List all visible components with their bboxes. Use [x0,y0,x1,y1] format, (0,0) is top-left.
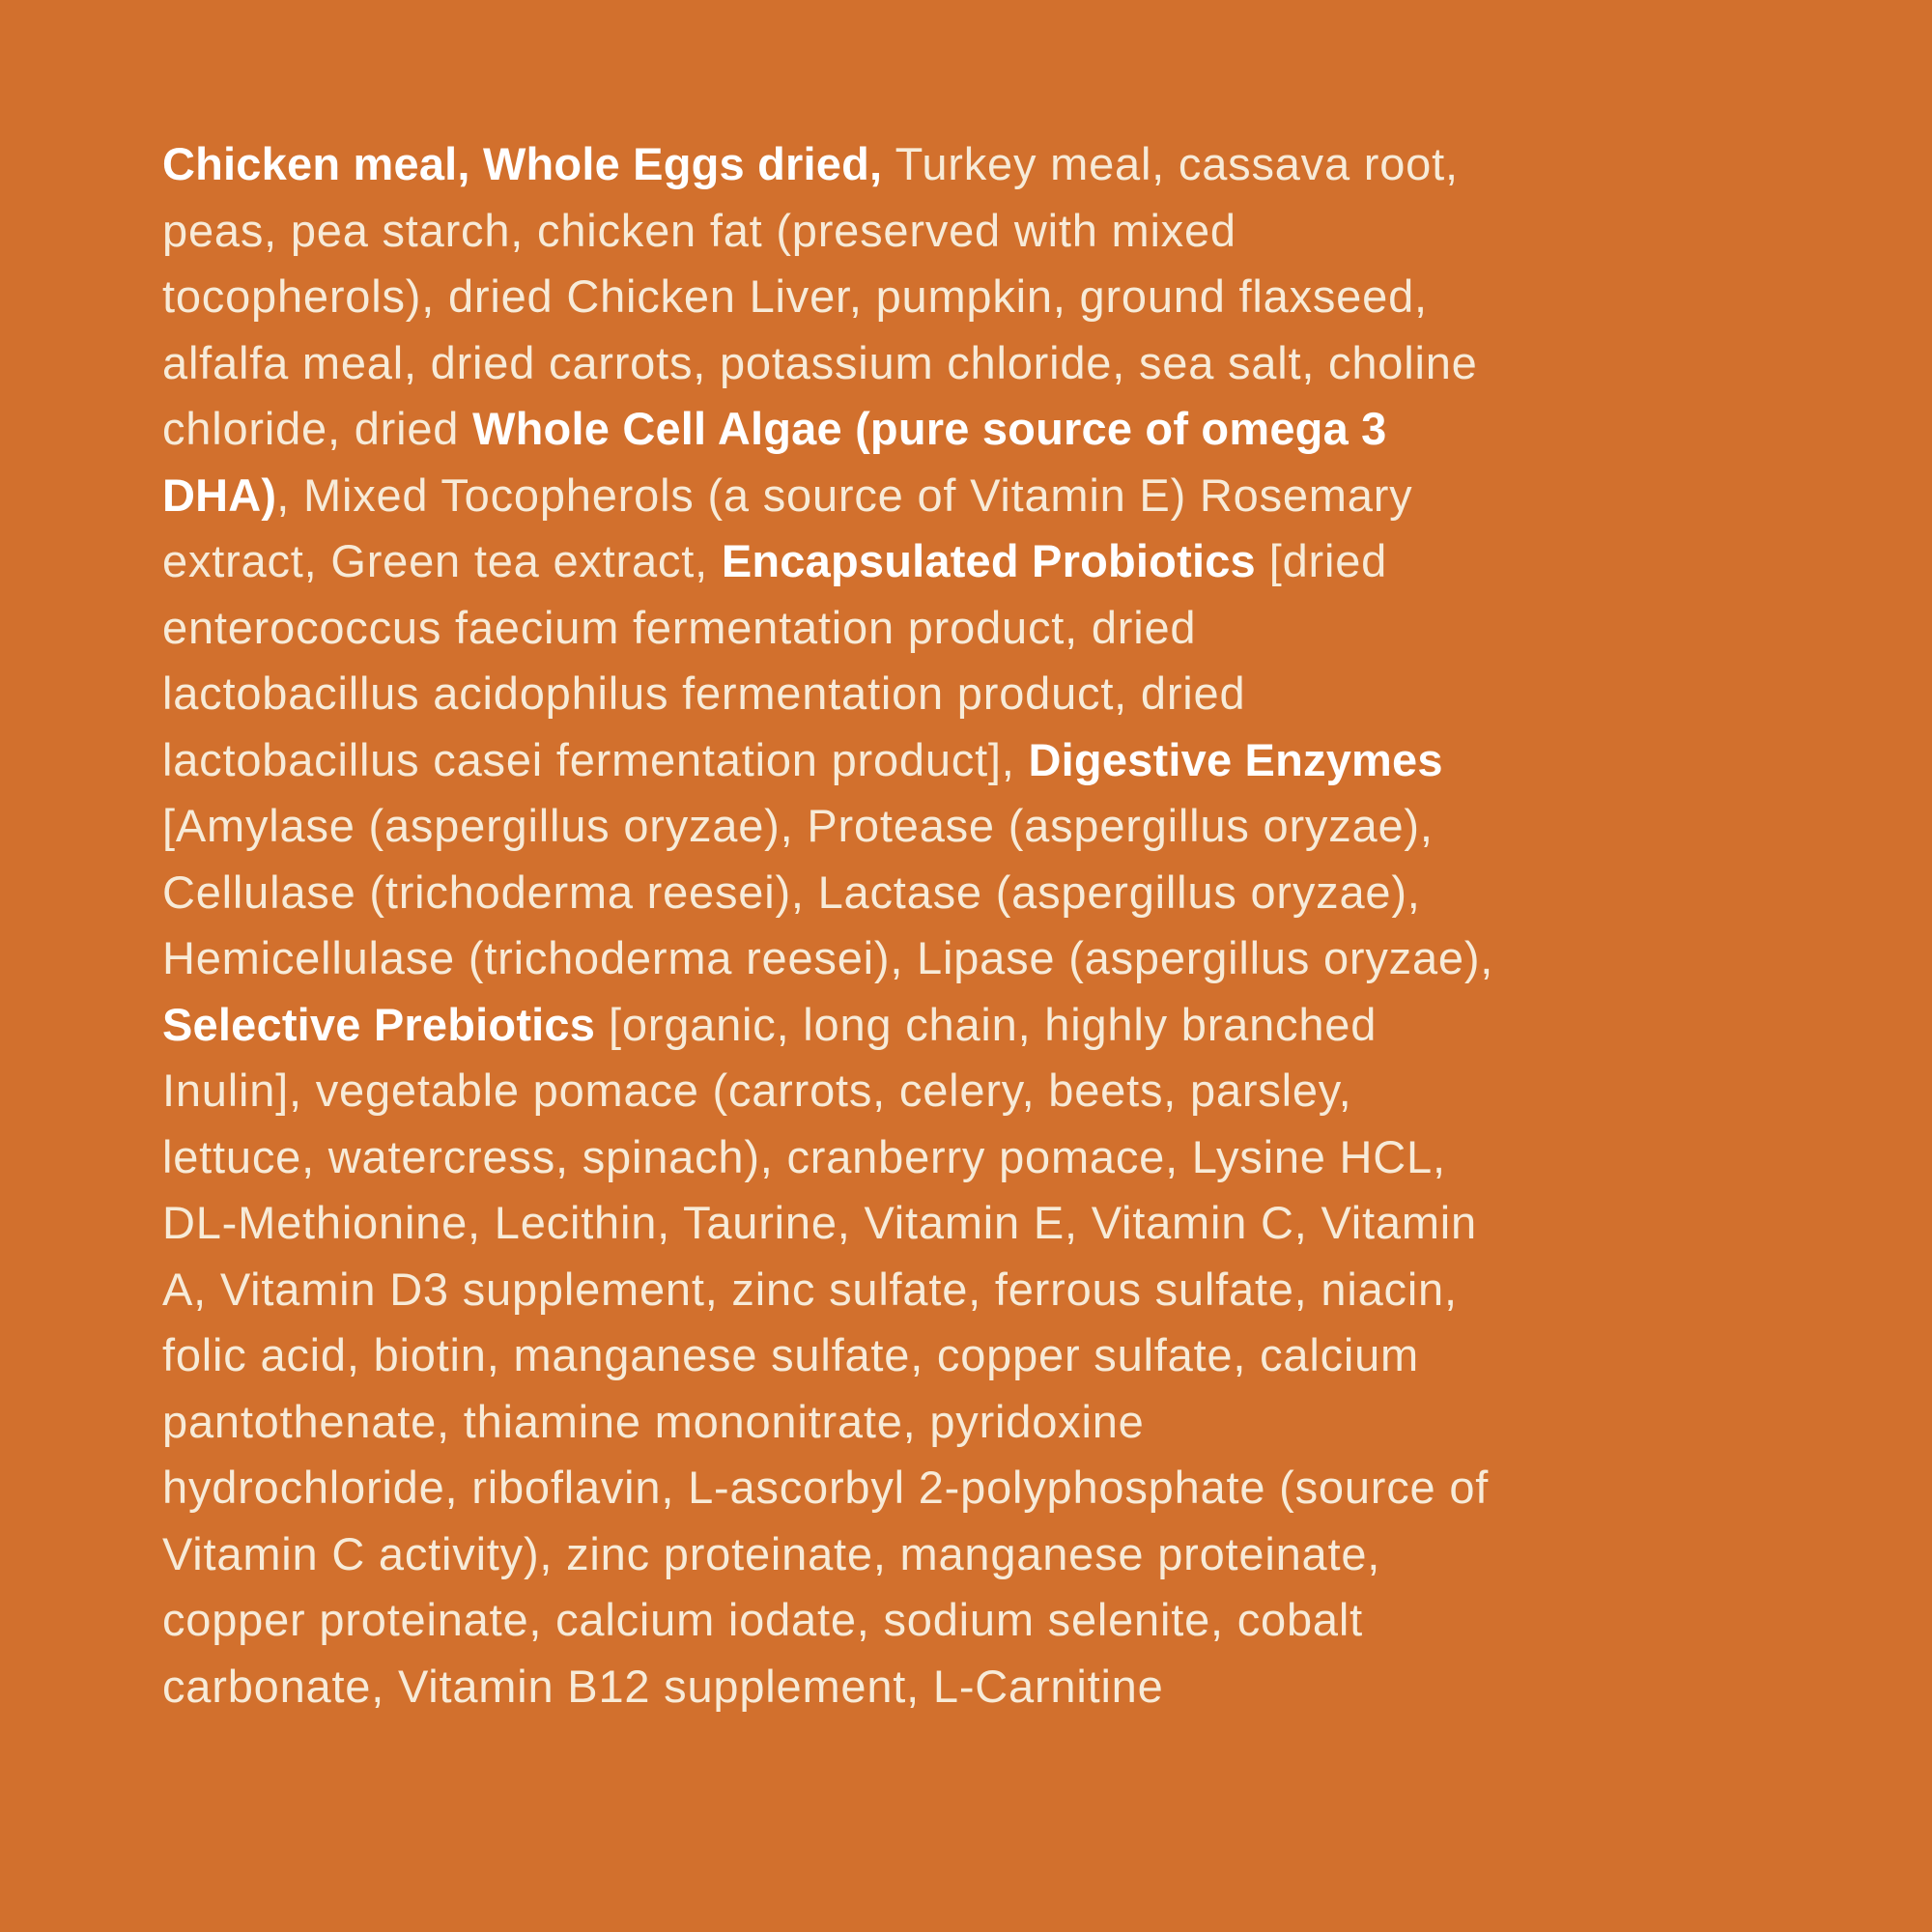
ingredient-segment-bold: Chicken meal, Whole Eggs dried, [162,138,895,189]
ingredient-segment: Vitamin C activity), zinc proteinate, manganese proteinate, [162,1527,1381,1579]
ingredient-line [162,1190,1804,1257]
ingredient-segment: folic acid, biotin, manganese sulfate, copper sulfate, calcium [162,1329,1419,1380]
ingredient-segment: lactobacillus acidophilus fermentation product, dried [162,668,1246,719]
ingredient-segment: [organic, long chain, highly branched [595,998,1378,1050]
ingredient-segment: Turkey meal, cassava root, [895,138,1459,189]
ingredient-line [162,1587,1804,1654]
ingredient-segment-bold: Selective Prebiotics [162,998,596,1050]
ingredient-segment: peas, pea starch, chicken fat (preserved with mixed [162,204,1236,256]
ingredient-line [162,1058,1804,1124]
ingredient-line [162,793,1804,860]
ingredient-line [162,1389,1804,1456]
ingredient-line [162,1455,1804,1521]
ingredient-segment: hydrochloride, riboflavin, L-ascorbyl 2-polyphosphate (source of [162,1462,1490,1513]
ingredient-segment: lettuce, watercress, spinach), cranberry pomace, Lysine HCL, [162,1130,1446,1182]
ingredient-segment-bold: Whole Cell Algae (pure source of omega 3 [472,403,1387,454]
ingredient-line [162,595,1804,662]
ingredient-line [162,727,1804,794]
ingredient-segment: A, Vitamin D3 supplement, zinc sulfate, ferrous sulfate, niacin, [162,1263,1458,1315]
ingredient-segment: pantothenate, thiamine mononitrate, pyridoxine [162,1395,1145,1447]
ingredient-segment: tocopherols), dried Chicken Liver, pumpkin, ground flaxseed, [162,270,1428,322]
ingredient-line [162,264,1804,330]
ingredient-line [162,992,1804,1059]
ingredient-segment: alfalfa meal, dried carrots, potassium chloride, sea salt, choline [162,336,1478,388]
ingredient-segment: lactobacillus casei fermentation product], [162,733,1029,785]
ingredient-segment: extract, Green tea extract, [162,535,722,586]
ingredient-line [162,131,1804,198]
ingredient-line [162,528,1804,595]
ingredient-segment: DL-Methionine, Lecithin, Taurine, Vitamin E, Vitamin C, Vitamin [162,1197,1477,1248]
ingredient-line [162,463,1804,529]
ingredient-segment: enterococcus faecium fermentation product, dried [162,601,1197,653]
ingredient-line [162,330,1804,397]
ingredient-segment: [Amylase (aspergillus oryzae), Protease (aspergillus oryzae), [162,800,1434,851]
ingredient-line [162,198,1804,265]
ingredient-line [162,925,1804,992]
ingredient-segment: chloride, dried [162,403,473,454]
ingredient-segment: , Mixed Tocopherols (a source of Vitamin E) Rosemary [276,469,1413,521]
ingredient-segment-bold: DHA) [162,469,277,521]
ingredient-segment: Inulin], vegetable pomace (carrots, celery, beets, parsley, [162,1065,1352,1116]
ingredient-segment: Hemicellulase (trichoderma reesei), Lipase (aspergillus oryzae), [162,932,1494,983]
ingredient-line [162,1654,1804,1720]
ingredients-text-block [162,131,1804,1719]
ingredient-segment: carbonate, Vitamin B12 supplement, L-Carnitine [162,1660,1164,1712]
ingredient-segment-bold: Digestive Enzymes [1028,733,1443,785]
ingredient-line [162,1322,1804,1389]
ingredient-line [162,1124,1804,1191]
ingredient-segment: Cellulase (trichoderma reesei), Lactase (aspergillus oryzae), [162,866,1421,918]
ingredient-line [162,661,1804,727]
ingredient-segment-bold: Encapsulated Probiotics [721,535,1256,586]
ingredient-line [162,1521,1804,1588]
ingredient-line [162,396,1804,463]
ingredient-line [162,860,1804,926]
ingredient-segment: copper proteinate, calcium iodate, sodium selenite, cobalt [162,1594,1363,1645]
ingredient-segment: [dried [1255,535,1388,586]
ingredient-line [162,1257,1804,1323]
